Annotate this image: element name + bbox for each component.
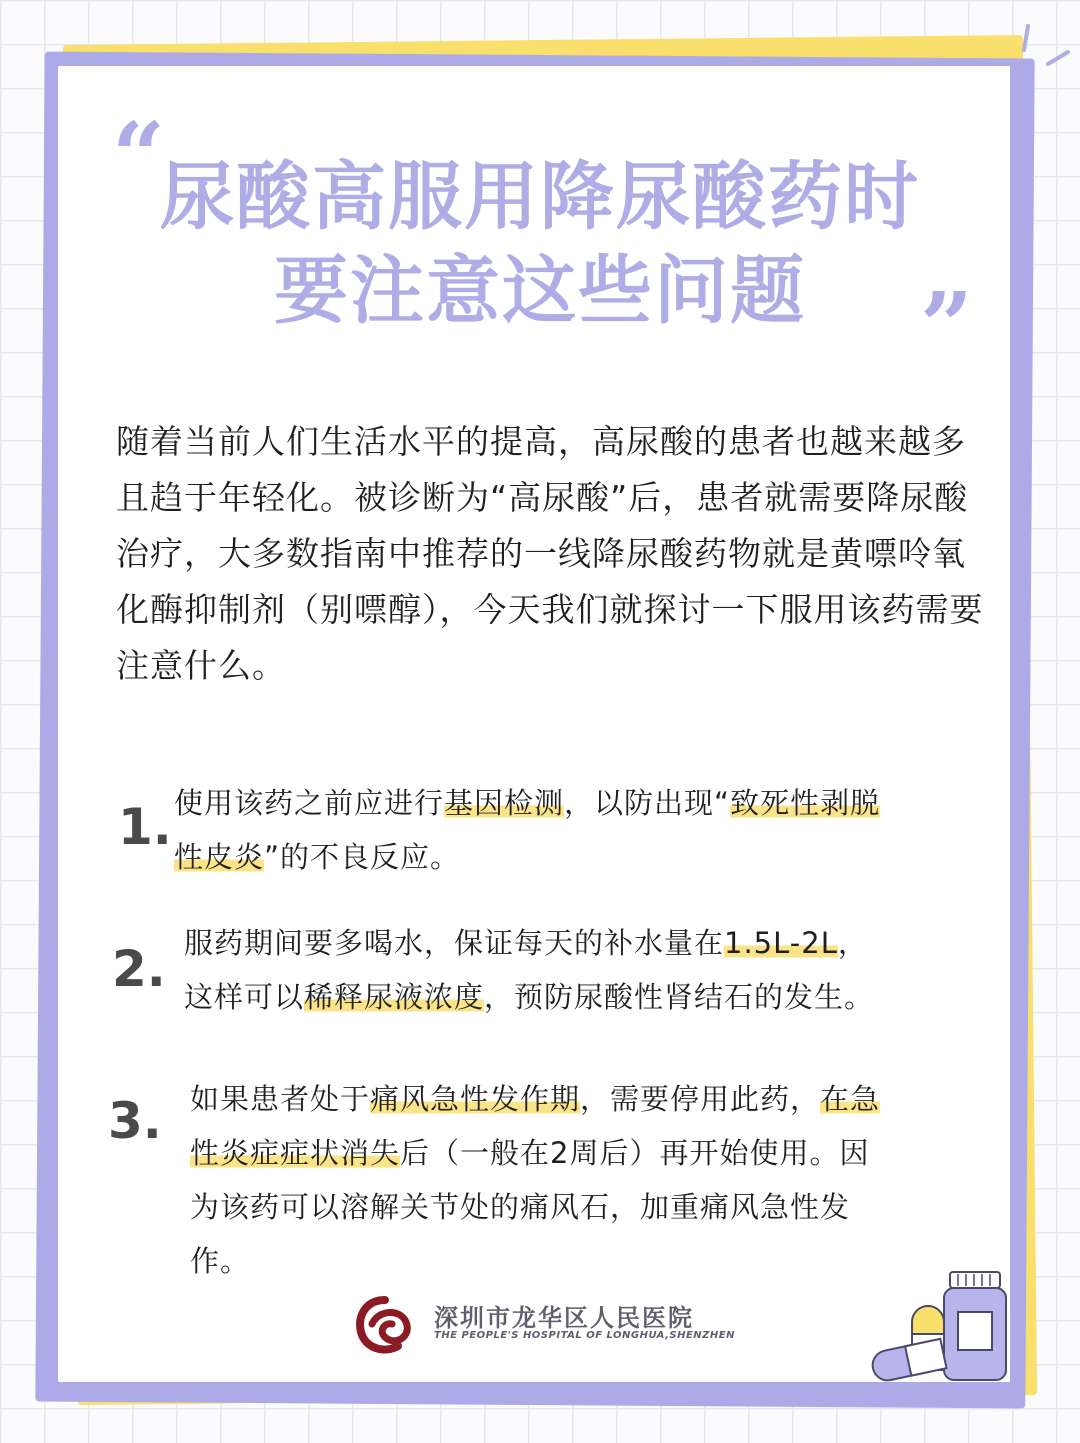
highlighted-text: 性皮炎 xyxy=(174,840,265,874)
item-text-segment: ”的不良反应。 xyxy=(264,840,461,874)
highlighted-text: 基因检测 xyxy=(444,786,565,820)
item-text-segment: ，需要停用此药， xyxy=(580,1082,821,1116)
title-line-1: 尿酸高服用降尿酸药时 xyxy=(160,154,920,240)
item-text xyxy=(174,776,974,884)
item-text-segment: 后（一般在2周后）再开始使用。因 xyxy=(400,1136,870,1170)
highlighted-text: 1.5L-2L xyxy=(724,926,838,960)
open-quote-mark: “ xyxy=(112,102,165,210)
item-text xyxy=(190,1072,990,1288)
item-text-segment: 使用该药之前应进行 xyxy=(174,786,445,820)
highlighted-text: 痛风急性发作期 xyxy=(370,1082,581,1116)
medicine-bottle-icon xyxy=(868,1268,1008,1388)
item-text-segment: ， xyxy=(837,926,868,960)
item-text-segment: 为该药可以溶解关节处的痛风石，加重痛风急性发 xyxy=(190,1190,851,1224)
highlighted-text: 在急 xyxy=(820,1082,881,1116)
hospital-name-en: THE PEOPLE'S HOSPITAL OF LONGHUA,SHENZHEN xyxy=(434,1330,735,1341)
item-text-segment: 这样可以 xyxy=(184,980,305,1014)
highlighted-text: 稀释尿液浓度 xyxy=(304,980,485,1014)
item-text xyxy=(184,916,984,1024)
close-quote-mark: ” xyxy=(920,272,973,380)
highlighted-text: 致死性剥脱 xyxy=(730,786,881,820)
item-text-segment: ，预防尿酸性肾结石的发生。 xyxy=(484,980,875,1014)
sparkle-lines-icon xyxy=(1010,18,1080,78)
hospital-name-cn: 深圳市龙华区人民医院 xyxy=(434,1304,694,1332)
item-number: 1. xyxy=(118,798,172,856)
item-text-segment: 如果患者处于 xyxy=(190,1082,371,1116)
item-text-segment: 作。 xyxy=(190,1244,251,1278)
item-text-segment: 服药期间要多喝水，保证每天的补水量在 xyxy=(184,926,725,960)
hospital-emblem-icon xyxy=(352,1294,418,1356)
page-title xyxy=(90,150,990,338)
intro-paragraph: 随着当前人们生活水平的提高，高尿酸的患者也越来越多且趋于年轻化。被诊断为“高尿酸”后，患者就需要降尿酸治疗，大多数指南中推荐的一线降尿酸药物就是黄嘌呤氧化酶抑制剂（别嘌醇），今天我们就探讨一下服用该药需要注意什么。 xyxy=(116,422,984,685)
item-number: 2. xyxy=(112,940,166,998)
hospital-logo xyxy=(352,1294,772,1356)
item-number: 3. xyxy=(108,1092,162,1150)
title-line-2: 要注意这些问题 xyxy=(274,248,806,334)
item-text-segment: ，以防出现“ xyxy=(564,786,731,820)
highlighted-text: 性炎症症状消失 xyxy=(190,1136,401,1170)
